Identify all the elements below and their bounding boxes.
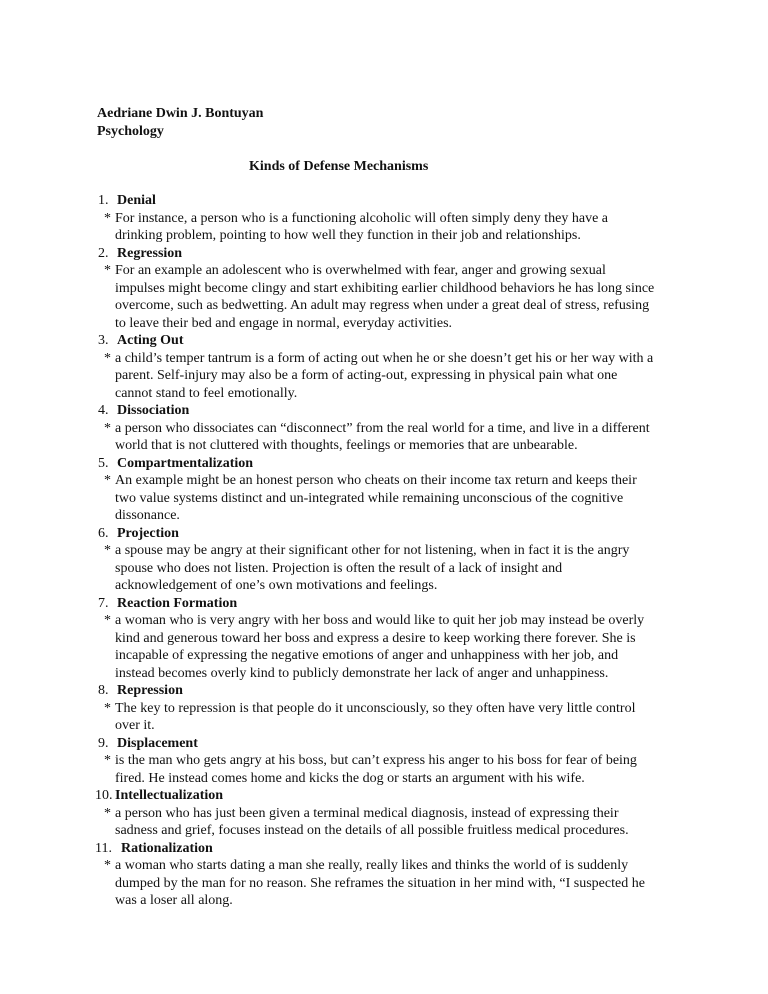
bullet-marker: * (104, 350, 111, 366)
item-description: a person who has just been given a terminal medical diagnosis, instead of expressing their sadness and grief, focuses instead on the details of all possible fruitless medical procedures. (115, 805, 629, 838)
item-description: For an example an adolescent who is overwhelmed with fear, anger and growing sexual impulses might become clingy and start exhibiting earlier childhood behaviors he has long since overcome, such as bedwetting. An adult may regress when under a great deal of stress, refusing to leave their bed and engage in normal, everyday activities. (115, 263, 655, 331)
item-number: 2. (98, 245, 109, 261)
item-description: a spouse may be angry at their significant other for not listening, when in fact it is the angry spouse who does not listen. Projection is often the result of a lack of insight and acknowledgement of one’s own motivations and feelings. (115, 543, 630, 593)
list-item-dissociation (0, 402, 768, 455)
bullet-marker: * (104, 210, 111, 226)
bullet-marker: * (104, 420, 111, 436)
item-heading: Projection (117, 525, 179, 541)
list-item-intellectualization (0, 787, 768, 840)
bullet-marker: * (104, 473, 111, 488)
list-item-compartmentalization (0, 455, 768, 525)
bullet-marker: * (104, 753, 111, 768)
item-description: An example might be an honest person who cheats on their income tax return and keeps their two value systems distinct and un-integrated while remaining unconscious of the cognitive dissonance. (115, 473, 637, 523)
author-name: Aedriane Dwin J. Bontuyan (97, 106, 264, 121)
item-number: 4. (98, 403, 109, 418)
list-item-rationalization (0, 840, 768, 910)
item-number: 6. (98, 525, 109, 541)
item-heading: Dissociation (117, 403, 190, 418)
item-description: a woman who is very angry with her boss and would like to quit her job may instead be overly kind and generous toward her boss and express a desire to keep working there forever. She is incapable of expressing the negative emotions of anger and unhappiness with her job, and instead becomes overly kind to publicly demonstrate her lack of anger and unhappiness. (115, 613, 645, 681)
document-title: Kinds of Defense Mechanisms (249, 159, 429, 174)
item-description: The key to repression is that people do it unconsciously, so they often have very little control over it. (115, 700, 636, 733)
list-item-repression (0, 682, 768, 735)
bullet-marker: * (104, 613, 111, 628)
list-item-reaction-formation (0, 595, 768, 683)
item-number: 5. (98, 455, 109, 471)
item-heading: Intellectualization (115, 788, 224, 803)
defense-mechanism-list (0, 192, 768, 910)
item-number: 3. (98, 333, 109, 348)
item-heading: Acting Out (117, 333, 184, 348)
item-description: a woman who starts dating a man she really, really likes and thinks the world of is suddenly dumped by the man for no reason. She reframes the situation in her mind with, “I suspected he was a loser all along. (115, 858, 645, 908)
item-heading: Regression (117, 245, 183, 261)
bullet-marker: * (104, 858, 111, 873)
item-number: 11. (95, 840, 112, 856)
bullet-marker: * (104, 805, 111, 821)
item-number: 9. (98, 735, 109, 751)
item-description: a person who dissociates can “disconnect” from the real world for a time, and live in a different world that is not cluttered with thoughts, feelings or memories that are unbearable. (115, 420, 650, 453)
list-item-denial (0, 192, 768, 245)
item-description: For instance, a person who is a functioning alcoholic will often simply deny they have a drinking problem, pointing to how well they function in their job and relationships. (115, 210, 608, 243)
item-heading: Denial (117, 193, 156, 208)
item-heading: Rationalization (121, 840, 213, 856)
list-item-acting-out (0, 332, 768, 402)
item-number: 7. (98, 595, 109, 611)
item-description: is the man who gets angry at his boss, but can’t express his anger to his boss for fear of being fired. He instead comes home and kicks the dog or starts an argument with his wife. (115, 753, 637, 786)
item-heading: Displacement (117, 735, 198, 751)
list-item-regression (0, 245, 768, 333)
item-number: 8. (98, 683, 109, 698)
item-description: a child’s temper tantrum is a form of acting out when he or she doesn’t get his or her way with a parent. Self-injury may also be a form of acting-out, expressing in physical pain what one cannot stand to feel emotionally. (115, 350, 654, 401)
list-item-projection (0, 525, 768, 595)
item-number: 1. (98, 193, 109, 208)
item-heading: Repression (117, 683, 183, 698)
item-number: 10. (95, 788, 113, 803)
item-heading: Reaction Formation (117, 595, 238, 611)
subject-name: Psychology (97, 124, 164, 139)
list-item-displacement (0, 735, 768, 788)
bullet-marker: * (104, 263, 111, 278)
item-heading: Compartmentalization (117, 455, 254, 471)
bullet-marker: * (104, 543, 111, 558)
bullet-marker: * (104, 700, 111, 716)
